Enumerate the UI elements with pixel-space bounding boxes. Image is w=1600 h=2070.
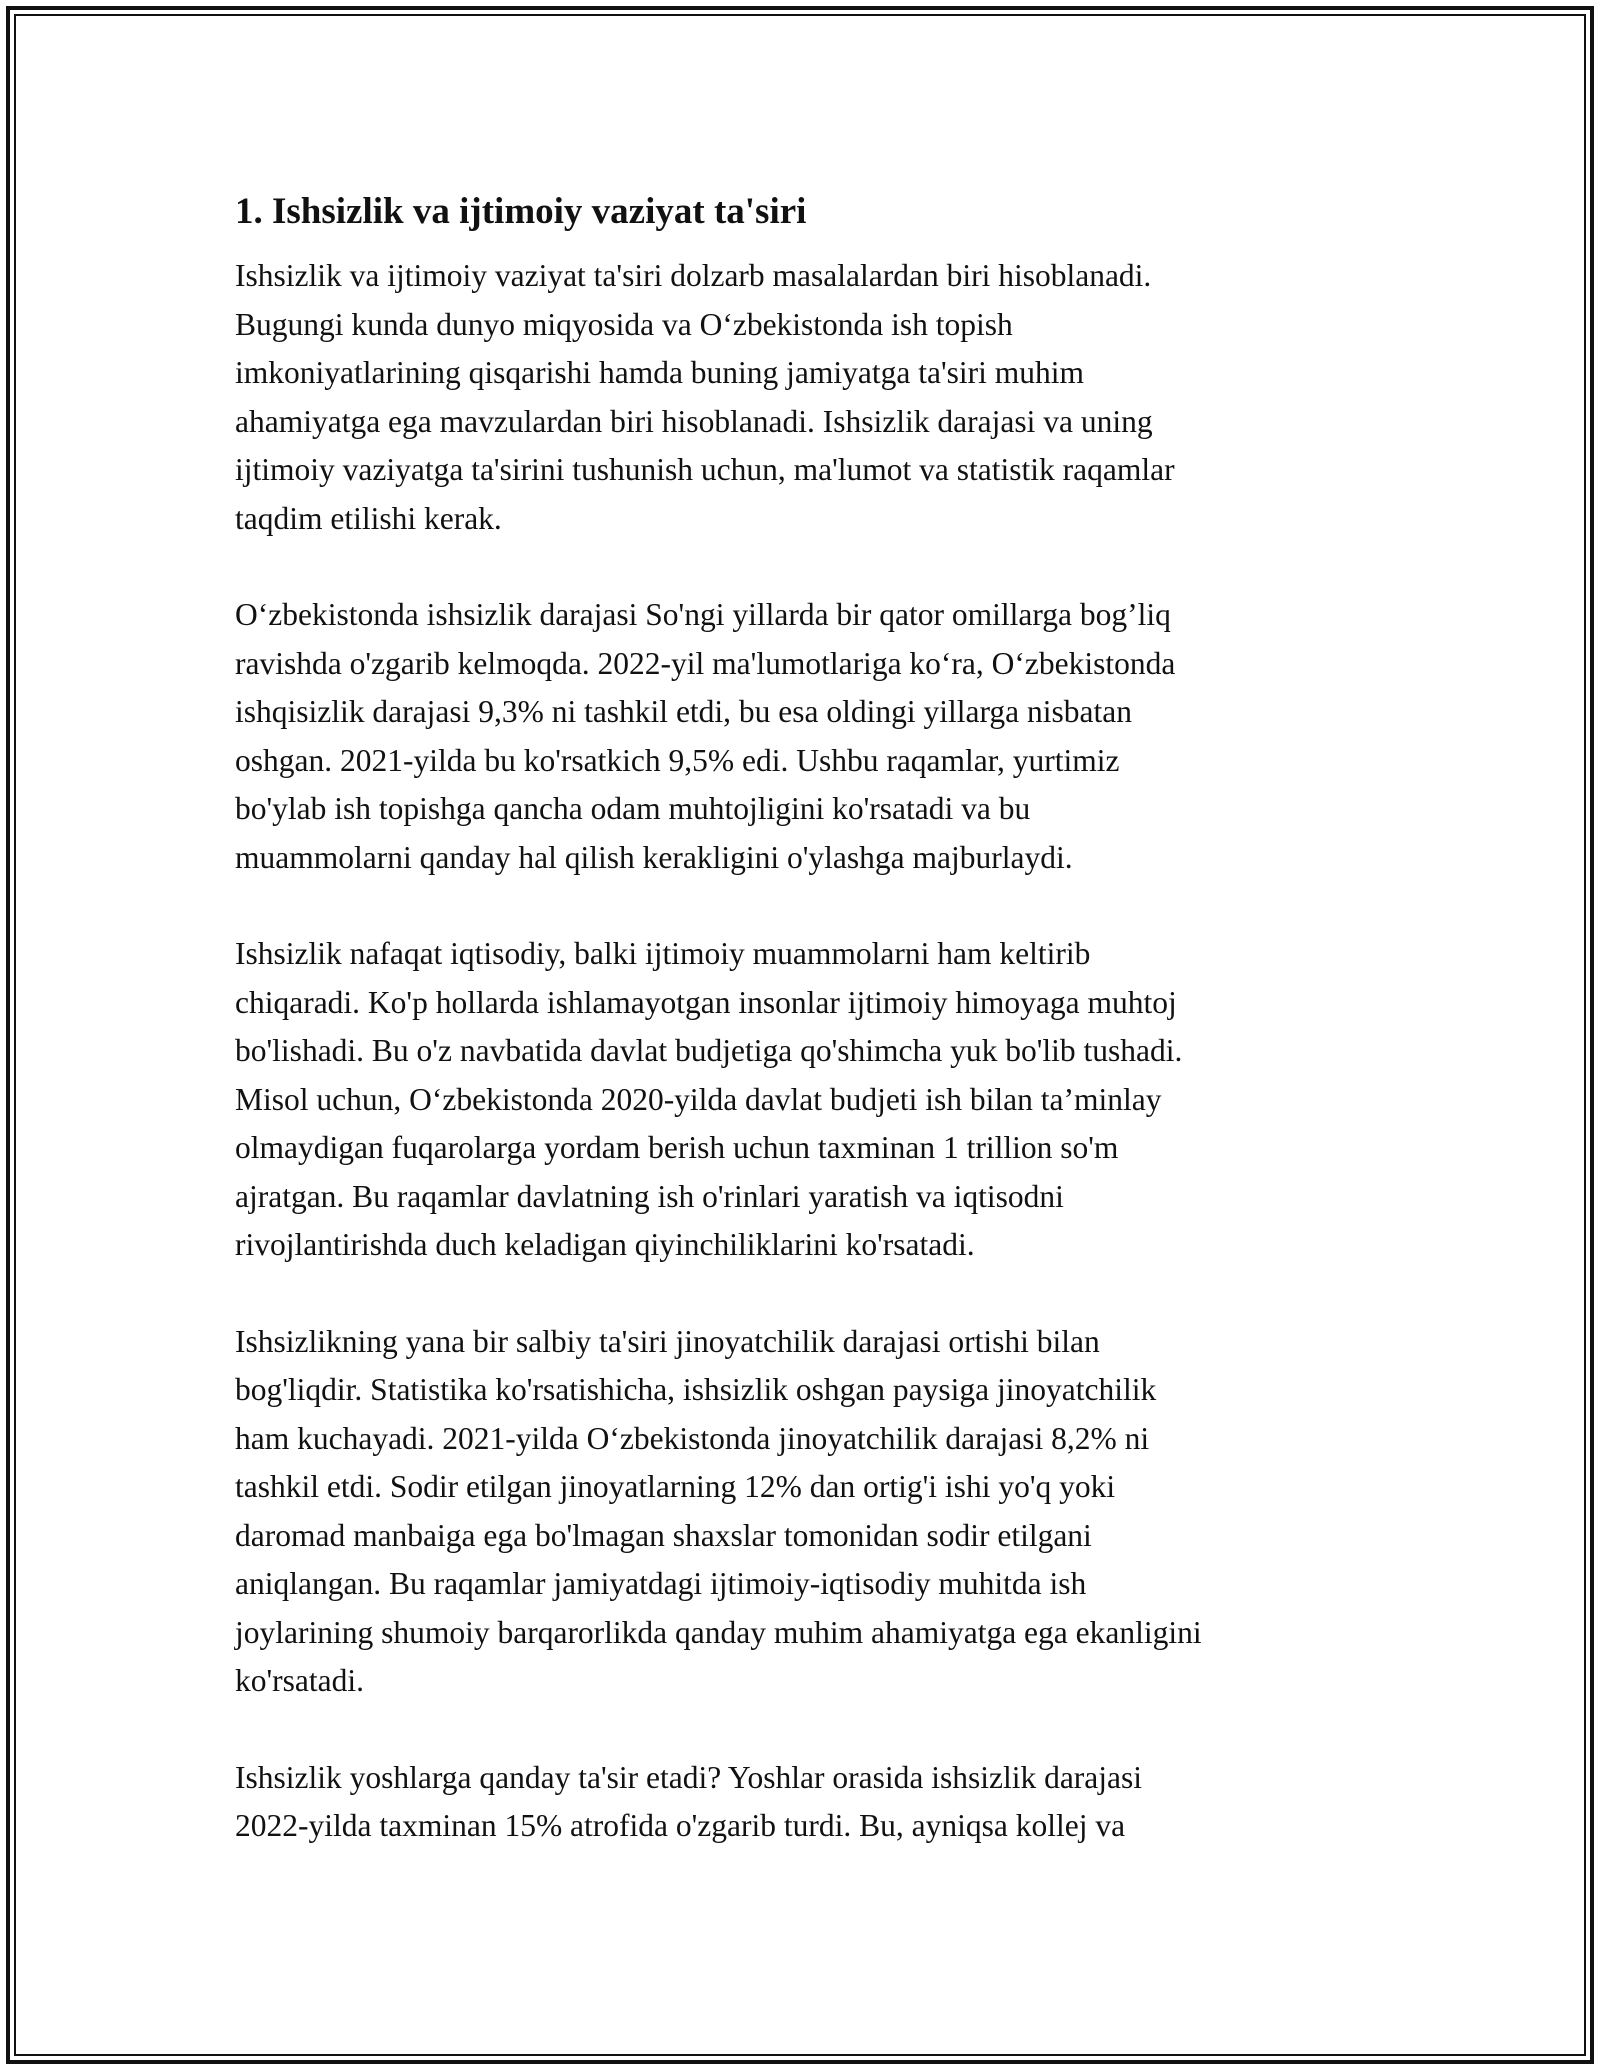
text-line: daromad manbaiga ega bo'lmagan shaxslar tomonidan sodir etilgani [235, 1517, 1092, 1553]
document-body [235, 188, 1375, 1899]
text-line: tashkil etdi. Sodir etilgan jinoyatlarning 12% dan ortig'i ishi yo'q yoki [235, 1469, 1116, 1504]
text-line: oshgan. 2021-yilda bu ko'rsatkich 9,5% edi. Ushbu raqamlar, yurtimiz [235, 742, 1120, 778]
text-line: ajratgan. Bu raqamlar davlatning ish o'rinlari yaratish va iqtisodni [235, 1178, 1064, 1214]
text-line: 2022-yilda taxminan 15% atrofida o'zgarib turdi. Bu, ayniqsa kollej va [235, 1808, 1126, 1843]
text-line: Ishsizlik yoshlarga qanday ta'sir etadi? Yoshlar orasida ishsizlik darajasi [235, 1759, 1143, 1795]
text-line: ahamiyatga ega mavzulardan biri hisoblanadi. Ishsizlik darajasi va uning [235, 403, 1153, 439]
text-line: Misol uchun, O‘zbekistonda 2020-yilda davlat budjeti ish bilan ta’minlay [235, 1081, 1162, 1117]
paragraph-crime [235, 1318, 1375, 1706]
section-heading: 1. Ishsizlik va ijtimoiy vaziyat ta'siri [235, 191, 807, 232]
text-line: imkoniyatlarining qisqarishi hamda buning jamiyatga ta'siri muhim [235, 355, 1085, 390]
text-line: muammolarni qanday hal qilish kerakligini o'ylashga majburlaydi. [235, 839, 1073, 875]
text-line: joylarining shumoiy barqarorlikda qanday muhim ahamiyatga ega ekanligini [235, 1614, 1202, 1650]
text-line: Ishsizlik nafaqat iqtisodiy, balki ijtimoiy muammolarni ham keltirib [235, 936, 1091, 971]
paragraph-youth [235, 1754, 1375, 1851]
text-line: ishqisizlik darajasi 9,3% ni tashkil etdi, bu esa oldingi yillarga nisbatan [235, 694, 1133, 729]
text-line: taqdim etilishi kerak. [235, 500, 502, 536]
text-line: ravishda o'zgarib kelmoqda. 2022-yil ma'lumotlariga ko‘ra, O‘zbekistonda [235, 645, 1176, 681]
paragraph-intro [235, 252, 1375, 543]
text-line: ko'rsatadi. [235, 1663, 365, 1698]
text-line: bog'liqdir. Statistika ko'rsatishicha, ishsizlik oshgan paysiga jinoyatchilik [235, 1372, 1157, 1407]
paragraph-social-problems [235, 930, 1375, 1270]
text-line: Bugungi kunda dunyo miqyosida va O‘zbekistonda ish topish [235, 306, 1013, 342]
text-line: chiqaradi. Ko'p hollarda ishlamayotgan insonlar ijtimoiy himoyaga muhtoj [235, 984, 1177, 1020]
text-line: olmaydigan fuqarolarga yordam berish uchun taxminan 1 trillion so'm [235, 1130, 1119, 1165]
text-line: Ishsizlikning yana bir salbiy ta'siri jinoyatchilik darajasi ortishi bilan [235, 1323, 1100, 1359]
text-line: O‘zbekistonda ishsizlik darajasi So'ngi yillarda bir qator omillarga bog’liq [235, 597, 1171, 632]
text-line: ijtimoiy vaziyatga ta'sirini tushunish uchun, ma'lumot va statistik raqamlar [235, 452, 1175, 487]
text-line: ham kuchayadi. 2021-yilda O‘zbekistonda jinoyatchilik darajasi 8,2% ni [235, 1420, 1150, 1456]
text-line: rivojlantirishda duch keladigan qiyinchiliklarini ko'rsatadi. [235, 1227, 975, 1262]
paragraph-unemployment-rate [235, 591, 1375, 882]
text-line: aniqlangan. Bu raqamlar jamiyatdagi ijtimoiy-iqtisodiy muhitda ish [235, 1566, 1087, 1601]
text-line: bo'ylab ish topishga qancha odam muhtojligini ko'rsatadi va bu [235, 791, 1031, 826]
text-line: Ishsizlik va ijtimoiy vaziyat ta'siri dolzarb masalalardan biri hisoblanadi. [235, 258, 1152, 293]
text-line: bo'lishadi. Bu o'z navbatida davlat budjetiga qo'shimcha yuk bo'lib tushadi. [235, 1033, 1183, 1068]
